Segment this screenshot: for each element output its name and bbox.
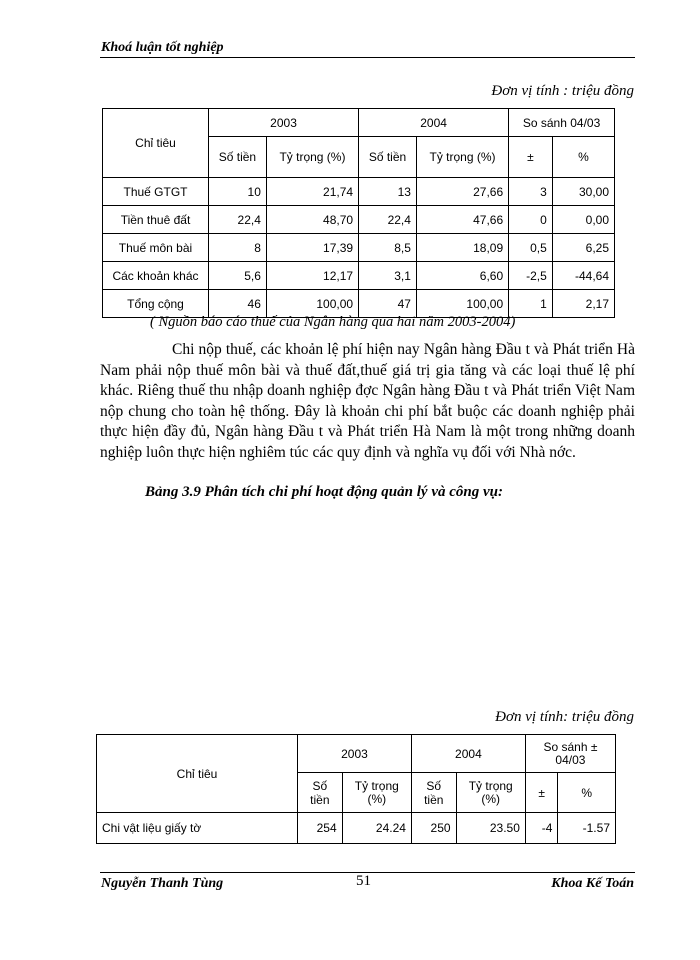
cell: -4 [525, 813, 558, 844]
cell: 2,17 [552, 290, 614, 318]
paragraph-text: Chi nộp thuế, các khoản lệ phí hiện nay Ngân hàng Đầu t và Phát triển Hà Nam phải nộp thuế môn bài và thuế đất,thuế giá trị gia tăng và các loại thuế lệ phí khác. Riêng thuế thu nhập doanh nghiệp đợc Ngân hàng Đầu t và Phát triển Việt Nam nộp chung cho toàn hệ thống. Đây là khoản chi phí bắt buộc các doanh nghiệp phải thực hiện đầy đủ, Ngân hàng Đầu t và Phát triển Hà Nam là một trong những doanh nghiệp luôn thực hiện nghiêm túc các quy định và nghĩa vụ đối với Nhà nớc. [100, 341, 635, 461]
cell: 22,4 [209, 206, 267, 234]
cell: -44,64 [552, 262, 614, 290]
page-number: 51 [356, 873, 371, 889]
col-year-2004: 2004 [359, 109, 509, 137]
row-name: Tiền thuê đất [103, 206, 209, 234]
cell: 1 [509, 290, 553, 318]
sub-pct: % [552, 137, 614, 178]
row-name: Thuế môn bài [103, 234, 209, 262]
sub-amount: Số tiền [209, 137, 267, 178]
unit-label-2: Đơn vị tính: triệu đồng [495, 709, 634, 725]
cell: 13 [359, 178, 417, 206]
table-row [103, 206, 615, 234]
cell: 27,66 [416, 178, 508, 206]
body-paragraph [100, 340, 635, 463]
cell: 47 [359, 290, 417, 318]
header-title: Khoá luận tốt nghiệp [101, 40, 224, 55]
col-indicator: Chỉ tiêu [103, 109, 209, 178]
cell: 21,74 [266, 178, 358, 206]
cell: 0 [509, 206, 553, 234]
cell: 3 [509, 178, 553, 206]
footer-author: Nguyễn Thanh Tùng [101, 876, 224, 891]
sub-ratio: Tỷ trọng (%) [416, 137, 508, 178]
cell: 8,5 [359, 234, 417, 262]
col-indicator: Chỉ tiêu [97, 735, 298, 813]
cell: 47,66 [416, 206, 508, 234]
cell: 5,6 [209, 262, 267, 290]
table-source-note: ( Nguồn báo cáo thuế của Ngân hàng qua hai năm 2003-2004) [150, 314, 516, 330]
tax-table [102, 108, 615, 318]
cell: -1.57 [558, 813, 616, 844]
cell: 22,4 [359, 206, 417, 234]
cell: 3,1 [359, 262, 417, 290]
admin-expense-table [96, 734, 616, 844]
row-name: Tổng cộng [103, 290, 209, 318]
cell: 17,39 [266, 234, 358, 262]
cell: 100,00 [416, 290, 508, 318]
col-compare: So sánh 04/03 [509, 109, 615, 137]
cell: 30,00 [552, 178, 614, 206]
col-year-2004: 2004 [411, 735, 525, 773]
cell: 6,25 [552, 234, 614, 262]
cell: -2,5 [509, 262, 553, 290]
sub-amount: Số tiền [359, 137, 417, 178]
col-year-2003: 2003 [298, 735, 412, 773]
sub-ratio: Tỷ trọng (%) [342, 773, 411, 813]
sub-pm: ± [525, 773, 558, 813]
cell: 250 [411, 813, 456, 844]
sub-amount: Số tiền [298, 773, 343, 813]
sub-pct: % [558, 773, 616, 813]
cell: 0,5 [509, 234, 553, 262]
sub-ratio: Tỷ trọng (%) [266, 137, 358, 178]
cell: 24.24 [342, 813, 411, 844]
col-year-2003: 2003 [209, 109, 359, 137]
cell: 12,17 [266, 262, 358, 290]
sub-pm: ± [509, 137, 553, 178]
header-divider [100, 57, 635, 58]
table-row [97, 813, 616, 844]
table-row [103, 178, 615, 206]
table-caption: Bảng 3.9 Phân tích chi phí hoạt động quản lý và công vụ: [145, 484, 503, 500]
sub-ratio: Tỷ trọng (%) [456, 773, 525, 813]
cell: 8 [209, 234, 267, 262]
cell: 254 [298, 813, 343, 844]
col-compare: So sánh ± 04/03 [525, 735, 615, 773]
table-row [103, 262, 615, 290]
cell: 6,60 [416, 262, 508, 290]
row-name: Chi vật liệu giấy tờ [97, 813, 298, 844]
cell: 0,00 [552, 206, 614, 234]
row-name: Thuế GTGT [103, 178, 209, 206]
cell: 48,70 [266, 206, 358, 234]
cell: 23.50 [456, 813, 525, 844]
table-row [103, 234, 615, 262]
unit-label-1: Đơn vị tính : triệu đồng [491, 83, 634, 99]
footer-department: Khoa Kế Toán [551, 876, 634, 891]
cell: 10 [209, 178, 267, 206]
cell: 100,00 [266, 290, 358, 318]
cell: 18,09 [416, 234, 508, 262]
row-name: Các khoản khác [103, 262, 209, 290]
sub-amount: Số tiền [411, 773, 456, 813]
cell: 46 [209, 290, 267, 318]
